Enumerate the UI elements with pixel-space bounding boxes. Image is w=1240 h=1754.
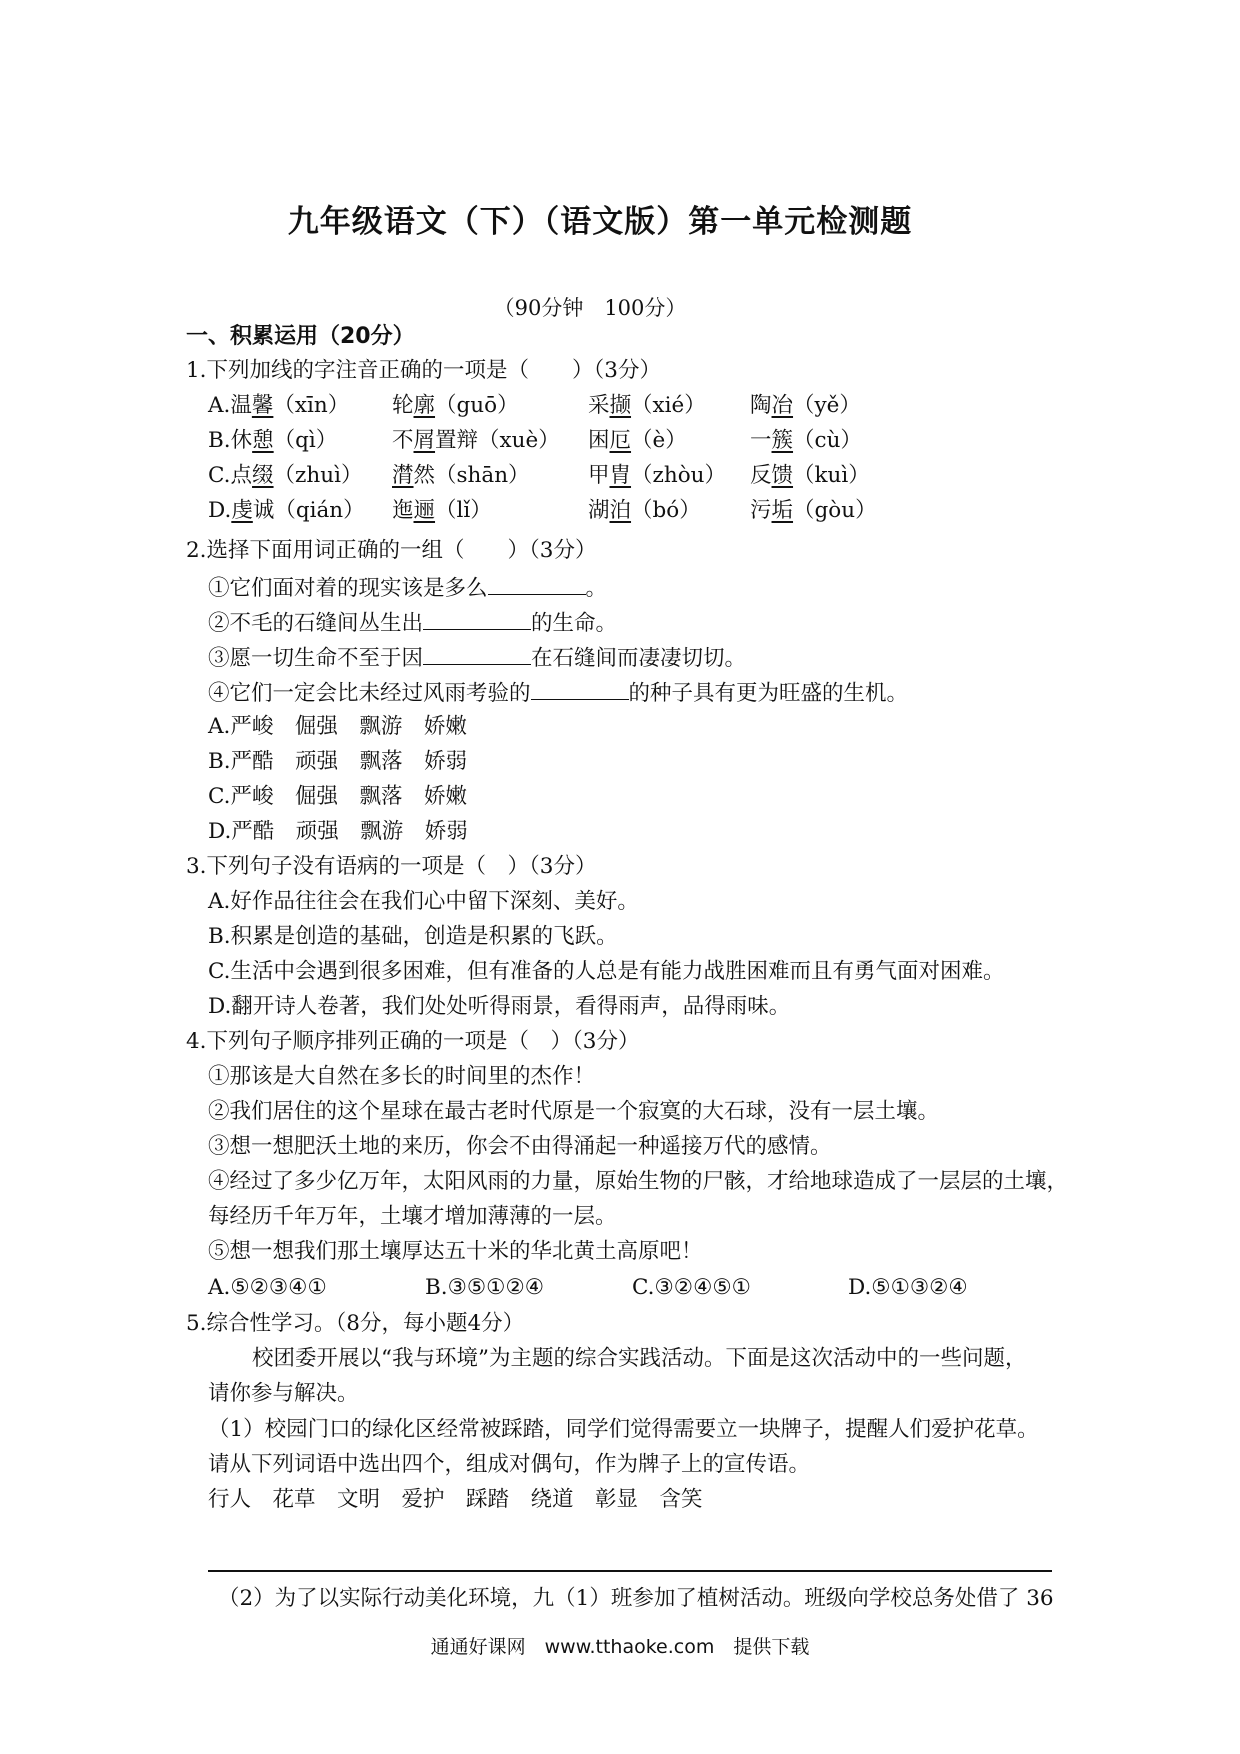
question-4-sentence-3: ③想一想肥沃土地的来历，你会不由得涌起一种遥接万代的感情。 — [208, 1134, 832, 1159]
question-2-option-a: A.严峻 倔强 飘游 娇嫩 — [208, 714, 467, 739]
underlined-character: 簇 — [771, 428, 794, 453]
question-1-option-item: 采撷（xié） — [588, 393, 706, 418]
underlined-character: 憩 — [252, 428, 274, 453]
question-3-option-c: C.生活中会遇到很多困难，但有准备的人总是有能力战胜困难而且有勇气面对困难。 — [208, 959, 1005, 984]
underlined-character: 缀 — [252, 463, 274, 488]
question-3-option-a: A.好作品往往会在我们心中留下深刻、美好。 — [208, 889, 639, 914]
question-4-option-b: B.③⑤①②④ — [425, 1275, 545, 1300]
answer-blank — [423, 607, 531, 630]
exam-time-score: （90分钟 100分） — [493, 296, 687, 320]
question-4-sentence-4: ④经过了多少亿万年，太阳风雨的力量，原始生物的尸骸，才给地球造成了一层层的土壤， — [208, 1169, 1069, 1194]
question-1-option-item: 污垢（gòu） — [750, 498, 877, 523]
question-1-option-item: D.虔诚（qián） — [208, 498, 365, 523]
underlined-character: 虔 — [231, 498, 253, 523]
question-2-sentence-4: ④它们一定会比未经过风雨考验的 的种子具有更为旺盛的生机。 — [208, 677, 908, 709]
question-1-option-item: 陶冶（yě） — [750, 393, 861, 418]
question-3-stem: 3.下列句子没有语病的一项是（ ）（3分） — [186, 854, 597, 879]
question-2-sentence-2: ②不毛的石缝间丛生出 的生命。 — [208, 607, 617, 639]
question-4-sentence-2: ②我们居住的这个星球在最古老时代原是一个寂寞的大石球，没有一层土壤。 — [208, 1099, 940, 1124]
question-2-sentence-1: ①它们面对着的现实该是多么 。 — [208, 572, 607, 604]
question-4-stem: 4.下列句子顺序排列正确的一项是（ ）（3分） — [186, 1029, 640, 1054]
question-5-intro-cont: 请你参与解决。 — [208, 1381, 359, 1406]
question-1-option-item: 迤逦（lǐ） — [392, 498, 492, 523]
underlined-character: 逦 — [413, 498, 436, 523]
divider-line — [208, 1570, 1052, 1572]
underlined-character: 冶 — [771, 393, 794, 418]
question-1-option-item: 困厄（è） — [588, 428, 687, 453]
question-1-option-item: 轮廓（guō） — [392, 393, 519, 418]
question-4-option-a: A.⑤②③④① — [208, 1275, 327, 1300]
underlined-character: 馈 — [771, 463, 794, 488]
question-2-stem: 2.选择下面用词正确的一组（ ）（3分） — [186, 538, 597, 563]
question-5-part-1-cont: 请从下列词语中选出四个，组成对偶句，作为牌子上的宣传语。 — [208, 1452, 811, 1477]
question-1-option-item: A.温馨（xīn） — [208, 393, 350, 418]
question-5-word-list: 行人 花草 文明 爱护 踩踏 绕道 彰显 含笑 — [208, 1487, 703, 1512]
underlined-character: 廓 — [413, 393, 436, 418]
underlined-character: 馨 — [251, 393, 274, 418]
question-2-option-b: B.严酷 顽强 飘落 娇弱 — [208, 749, 468, 774]
question-4-option-d: D.⑤①③②④ — [848, 1275, 968, 1300]
question-4-option-c: C.③②④⑤① — [632, 1275, 751, 1300]
page-title: 九年级语文（下）（语文版）第一单元检测题 — [287, 204, 913, 240]
question-4-sentence-1: ①那该是大自然在多长的时间里的杰作！ — [208, 1064, 596, 1089]
answer-blank — [488, 572, 586, 595]
question-3-option-d: D.翻开诗人卷著，我们处处听得雨景，看得雨声，品得雨味。 — [208, 994, 791, 1019]
question-1-option-item: 一簇（cù） — [750, 428, 862, 453]
question-1-option-item: 湖泊（bó） — [588, 498, 701, 523]
underlined-character: 泊 — [609, 498, 632, 523]
question-5-part-2: （2）为了以实际行动美化环境，九（1）班参加了植树活动。班级向学校总务处借了 36 — [218, 1586, 1054, 1611]
underlined-character: 垢 — [771, 498, 794, 523]
question-1-option-item: 反馈（kuì） — [750, 463, 870, 488]
underlined-character: 潸 — [392, 463, 414, 488]
question-1-option-item: 甲胄（zhòu） — [588, 463, 726, 488]
question-2-option-c: C.严峻 倔强 飘落 娇嫩 — [208, 784, 468, 809]
underlined-character: 厄 — [609, 428, 632, 453]
question-3-option-b: B.积累是创造的基础，创造是积累的飞跃。 — [208, 924, 618, 949]
underlined-character: 撷 — [609, 393, 632, 418]
question-1-option-item: 潸然（shān） — [392, 463, 530, 488]
question-5-stem: 5.综合性学习。（8分，每小题4分） — [186, 1311, 525, 1336]
underlined-character: 胄 — [609, 463, 632, 488]
question-2-sentence-3: ③愿一切生命不至于因 在石缝间而凄凄切切。 — [208, 642, 746, 674]
question-1-option-item: B.休憩（qì） — [208, 428, 338, 453]
question-2-option-d: D.严酷 顽强 飘游 娇弱 — [208, 819, 468, 844]
answer-blank — [423, 642, 531, 665]
footer-source: 通通好课网 www.tthaoke.com 提供下载 — [430, 1636, 810, 1658]
question-5-intro: 校团委开展以“我与环境”为主题的综合实践活动。下面是这次活动中的一些问题， — [252, 1346, 1027, 1371]
answer-blank — [531, 677, 629, 700]
question-1-stem: 1.下列加线的字注音正确的一项是（ ）（3分） — [186, 358, 661, 383]
question-1-option-item: C.点缀（zhuì） — [208, 463, 363, 488]
section-heading: 一、积累运用（20分） — [186, 324, 415, 349]
question-1-option-item: 不屑置辩（xuè） — [392, 428, 560, 453]
question-5-part-1: （1）校园门口的绿化区经常被踩踏，同学们觉得需要立一块牌子，提醒人们爱护花草。 — [208, 1417, 1039, 1442]
underlined-character: 屑 — [413, 428, 436, 453]
question-4-sentence-4-cont: 每经历千年万年，土壤才增加薄薄的一层。 — [208, 1204, 617, 1229]
question-4-sentence-5: ⑤想一想我们那土壤厚达五十米的华北黄土高原吧！ — [208, 1239, 703, 1264]
